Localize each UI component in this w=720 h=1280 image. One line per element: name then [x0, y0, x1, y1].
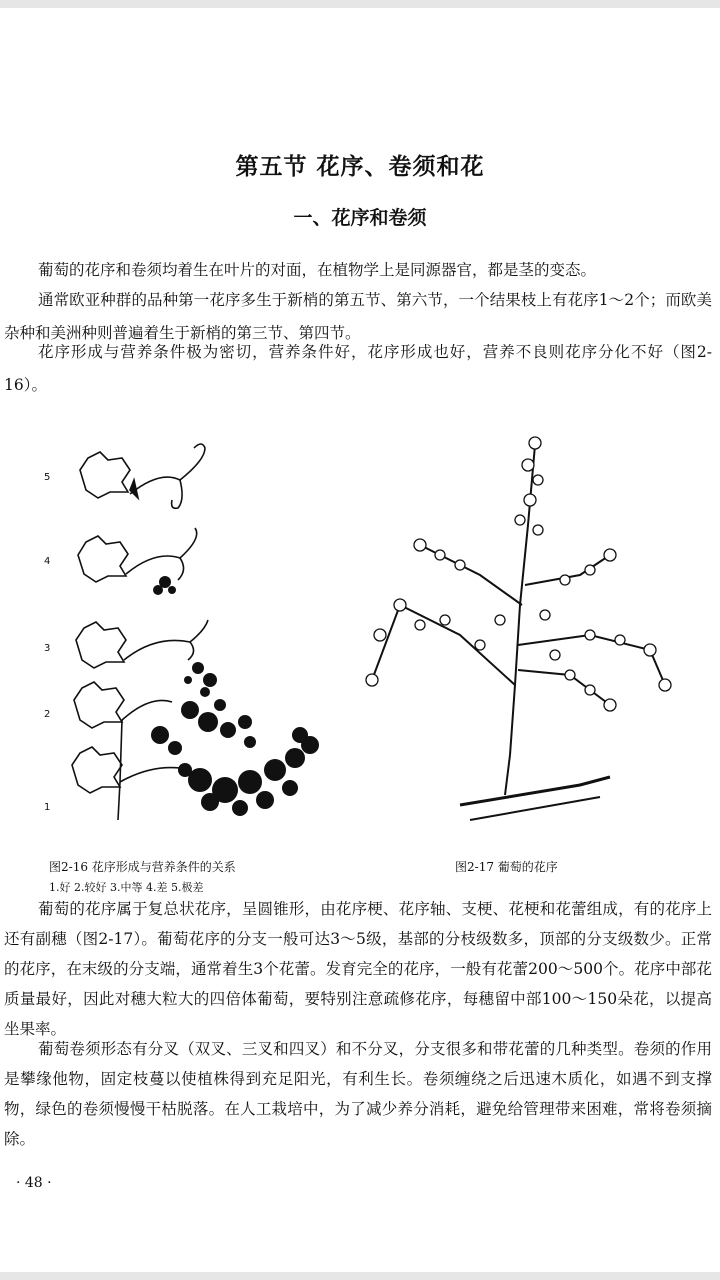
- top-bar: [0, 0, 720, 8]
- level-label-5: 5: [44, 472, 51, 483]
- inflorescence-nutrition-figure: [60, 430, 340, 830]
- paragraph-4: 葡萄的花序属于复总状花序，呈圆锥形，由花序梗、花序轴、支梗、花梗和花蕾组成，有的花序上还有副穗（图2-17）。葡萄花序的分支一般可达3～5级，基部的分枝级数多，顶部的分支级数少。正常的花序，在末级的分支端，通常着生3个花蕾。发育完全的花序，一般有花蕾200～500个。花序中部花质量最好，因此对穗大粒大的四倍体葡萄，要特别注意疏修花序，每穗留中部100～150朵花，以提高坐果率。: [4, 900, 712, 1038]
- paragraph-1: 葡萄的花序和卷须均着生在叶片的对面，在植物学上是同源器官，都是茎的变态。: [38, 261, 597, 279]
- level-label-4: 4: [44, 556, 51, 567]
- figure-2-17-caption: 图2-17 葡萄的花序: [455, 860, 558, 874]
- level-label-3: 3: [44, 643, 51, 654]
- bottom-bar: [0, 1272, 720, 1280]
- section-heading: 第五节 花序、卷须和花: [235, 153, 485, 180]
- subsection-heading: 一、花序和卷须: [293, 207, 427, 229]
- figure-2-16-caption: 图2-16 花序形成与营养条件的关系: [49, 860, 236, 874]
- paragraph-5: 葡萄卷须形态有分叉（双叉、三叉和四叉）和不分叉，分支很多和带花蕾的几种类型。卷须的作用是攀缘他物，固定枝蔓以使植株得到充足阳光，有利生长。卷须缠绕之后迅速木质化，如遇不到支撑物，绿色的卷须慢慢干枯脱落。在人工栽培中，为了减少养分消耗，避免给管理带来困难，常将卷须摘除。: [4, 1040, 712, 1148]
- figure-2-16-legend: 1.好 2.较好 3.中等 4.差 5.极差: [49, 881, 204, 894]
- level-label-2: 2: [44, 709, 51, 720]
- level-label-1: 1: [44, 802, 51, 813]
- paragraph-3: 花序形成与营养条件极为密切，营养条件好，花序形成也好，营养不良则花序分化不好（图2-16）。: [4, 343, 712, 394]
- paragraph-2: 通常欧亚种群的品种第一花序多生于新梢的第五节、第六节，一个结果枝上有花序1～2个；而欧美杂种和美洲种则普遍着生于新梢的第三节、第四节。: [4, 291, 712, 342]
- page-number: · 48 ·: [16, 1175, 52, 1191]
- grape-inflorescence-figure: [360, 425, 680, 840]
